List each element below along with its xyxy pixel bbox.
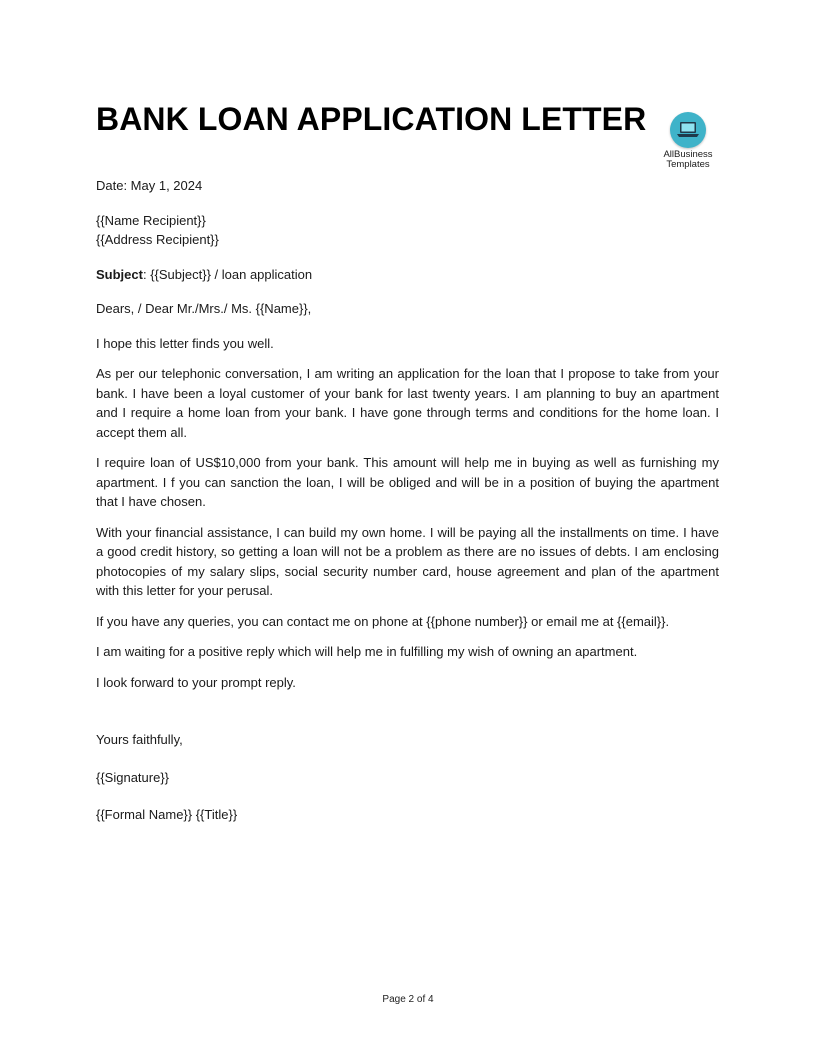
formal-name-line: {{Formal Name}} {{Title}} xyxy=(96,807,238,822)
body-paragraph: I look forward to your prompt reply. xyxy=(96,674,296,690)
body-paragraph: With your financial assistance, I can build my own home. I will be paying all the installments on time. I have a good credit history, so getting a loan will not be a problem as there are no issues of debts. I am enclosing photocopies of my salary slips, social security number card, house agreement and plan of the apartment with this letter for your perusal. xyxy=(96,524,719,598)
allbusiness-logo xyxy=(654,112,722,170)
logo-text-line2: Templates xyxy=(666,159,710,170)
subject-label: Subject xyxy=(96,266,143,282)
body-paragraph: I am waiting for a positive reply which will help me in fulfilling my wish of owning an apartment. xyxy=(96,644,638,659)
salutation: Dears, / Dear Mr./Mrs./ Ms. {{Name}}, xyxy=(96,301,312,316)
page-indicator: Page 2 of 4 xyxy=(382,994,434,1005)
subject-text: : {{Subject}} / loan application xyxy=(142,266,313,282)
body-paragraph: I require loan of US$10,000 from your bank. This amount will help me in buying as well as furnishing my apartment. I f you can sanction the loan, I will be obliged and will be in a position of buying the apartment that I have chosen. xyxy=(96,455,719,509)
laptop-icon xyxy=(677,121,699,138)
signature-placeholder: {{Signature}} xyxy=(96,769,170,785)
date-line: Date: May 1, 2024 xyxy=(96,178,203,193)
body-paragraph: I hope this letter finds you well. xyxy=(96,335,274,351)
logo-badge xyxy=(670,112,706,148)
body-paragraph: As per our telephonic conversation, I am writing an application for the loan that I propose to take from your bank. I have been a loyal customer of your bank for last twenty years. I am planning to buy an apartment and I require a home loan from your bank. I have gone through terms and conditions for the home loan. I accept them all. xyxy=(96,366,719,440)
recipient-name: {{Name Recipient}} xyxy=(96,212,206,228)
logo-text xyxy=(654,150,722,170)
recipient-address: {{Address Recipient}} xyxy=(96,232,219,247)
closing-line: Yours faithfully, xyxy=(96,732,183,747)
logo-text-line1: AllBusiness xyxy=(663,149,713,160)
letter-body xyxy=(96,176,719,825)
body-paragraph: If you have any queries, you can contact me on phone at {{phone number}} or email me at {{email}}. xyxy=(96,613,670,629)
subject-line xyxy=(96,265,719,285)
page-title: BANK LOAN APPLICATION LETTER xyxy=(96,101,647,137)
